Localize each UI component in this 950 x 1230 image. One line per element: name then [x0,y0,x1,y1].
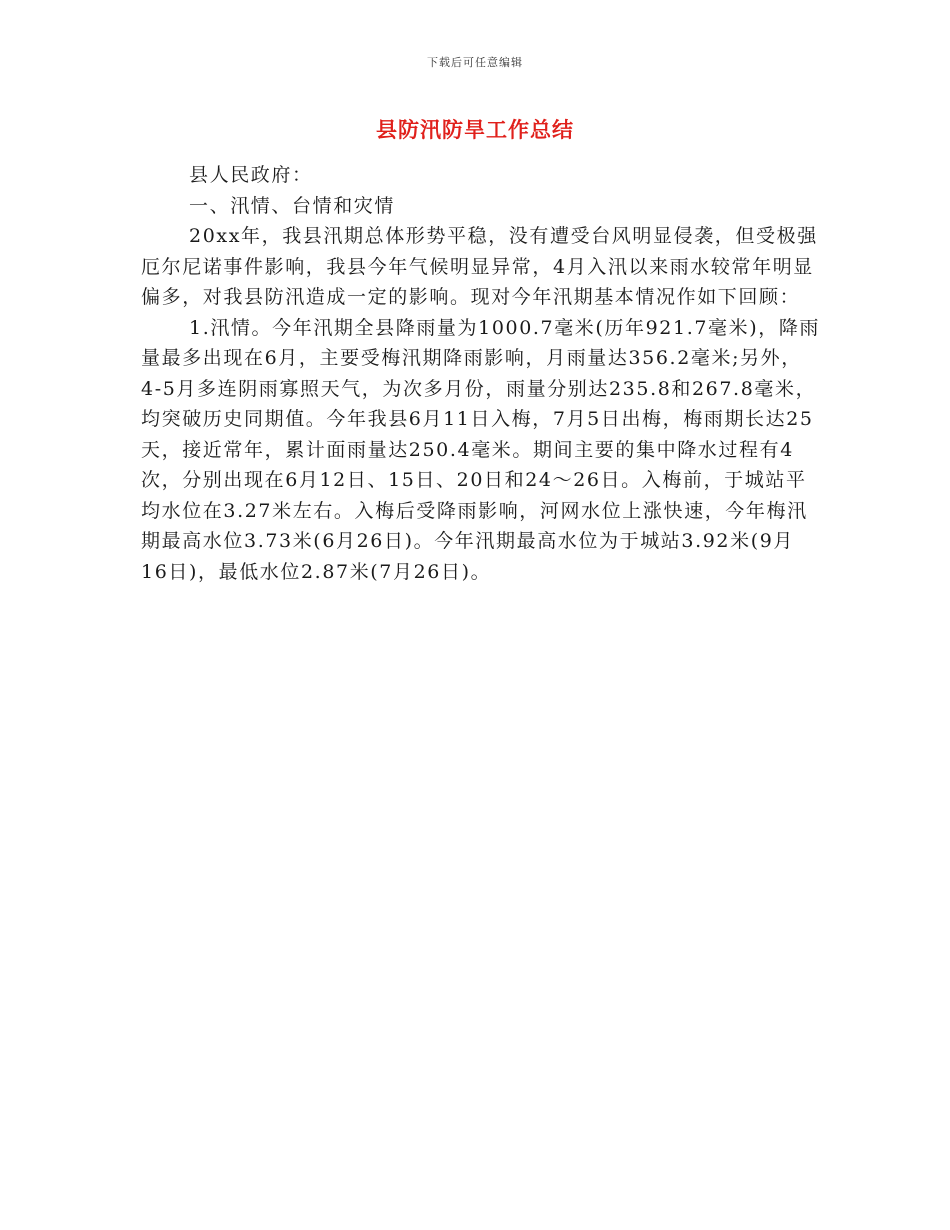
section-heading: 一、汛情、台情和灾情 [189,194,396,217]
salutation: 县人民政府： [189,164,313,186]
document-title: 县防汛防旱工作总结 [376,117,574,142]
paragraph-overview: 20xx年，我县汛期总体形势平稳，没有遭受台风明显侵袭，但受极强厄尔尼诺事件影响，我县今年气候明显异常，4月入汛以来雨水较常年明显偏多，对我县防汛造成一定的影响。现对今年汛期基本情况作如下回顾： [141,225,818,308]
paragraph-flood-situation: 1.汛情。今年汛期全县降雨量为1000.7毫米(历年921.7毫米)，降雨量最多出现在6月，主要受梅汛期降雨影响，月雨量达356.2毫米;另外，4-5月多连阴雨寡照天气，为次多月份，雨量分别达235.8和267.8毫米，均突破历史同期值。今年我县6月11日入梅，7月5日出梅，梅雨期长达25天，接近常年，累计面雨量达250.4毫米。期间主要的集中降水过程有4次，分别出现在6月12日、15日、20日和24～26日。入梅前，于城站平均水位在3.27米左右。入梅后受降雨影响，河网水位上涨快速，今年梅汛期最高水位3.73米(6月26日)。今年汛期最高水位为于城站3.92米(9月16日)，最低水位2.87米(7月26日)。 [141,316,821,583]
page-header-note: 下载后可任意编辑 [427,56,523,69]
document-body [141,160,821,587]
